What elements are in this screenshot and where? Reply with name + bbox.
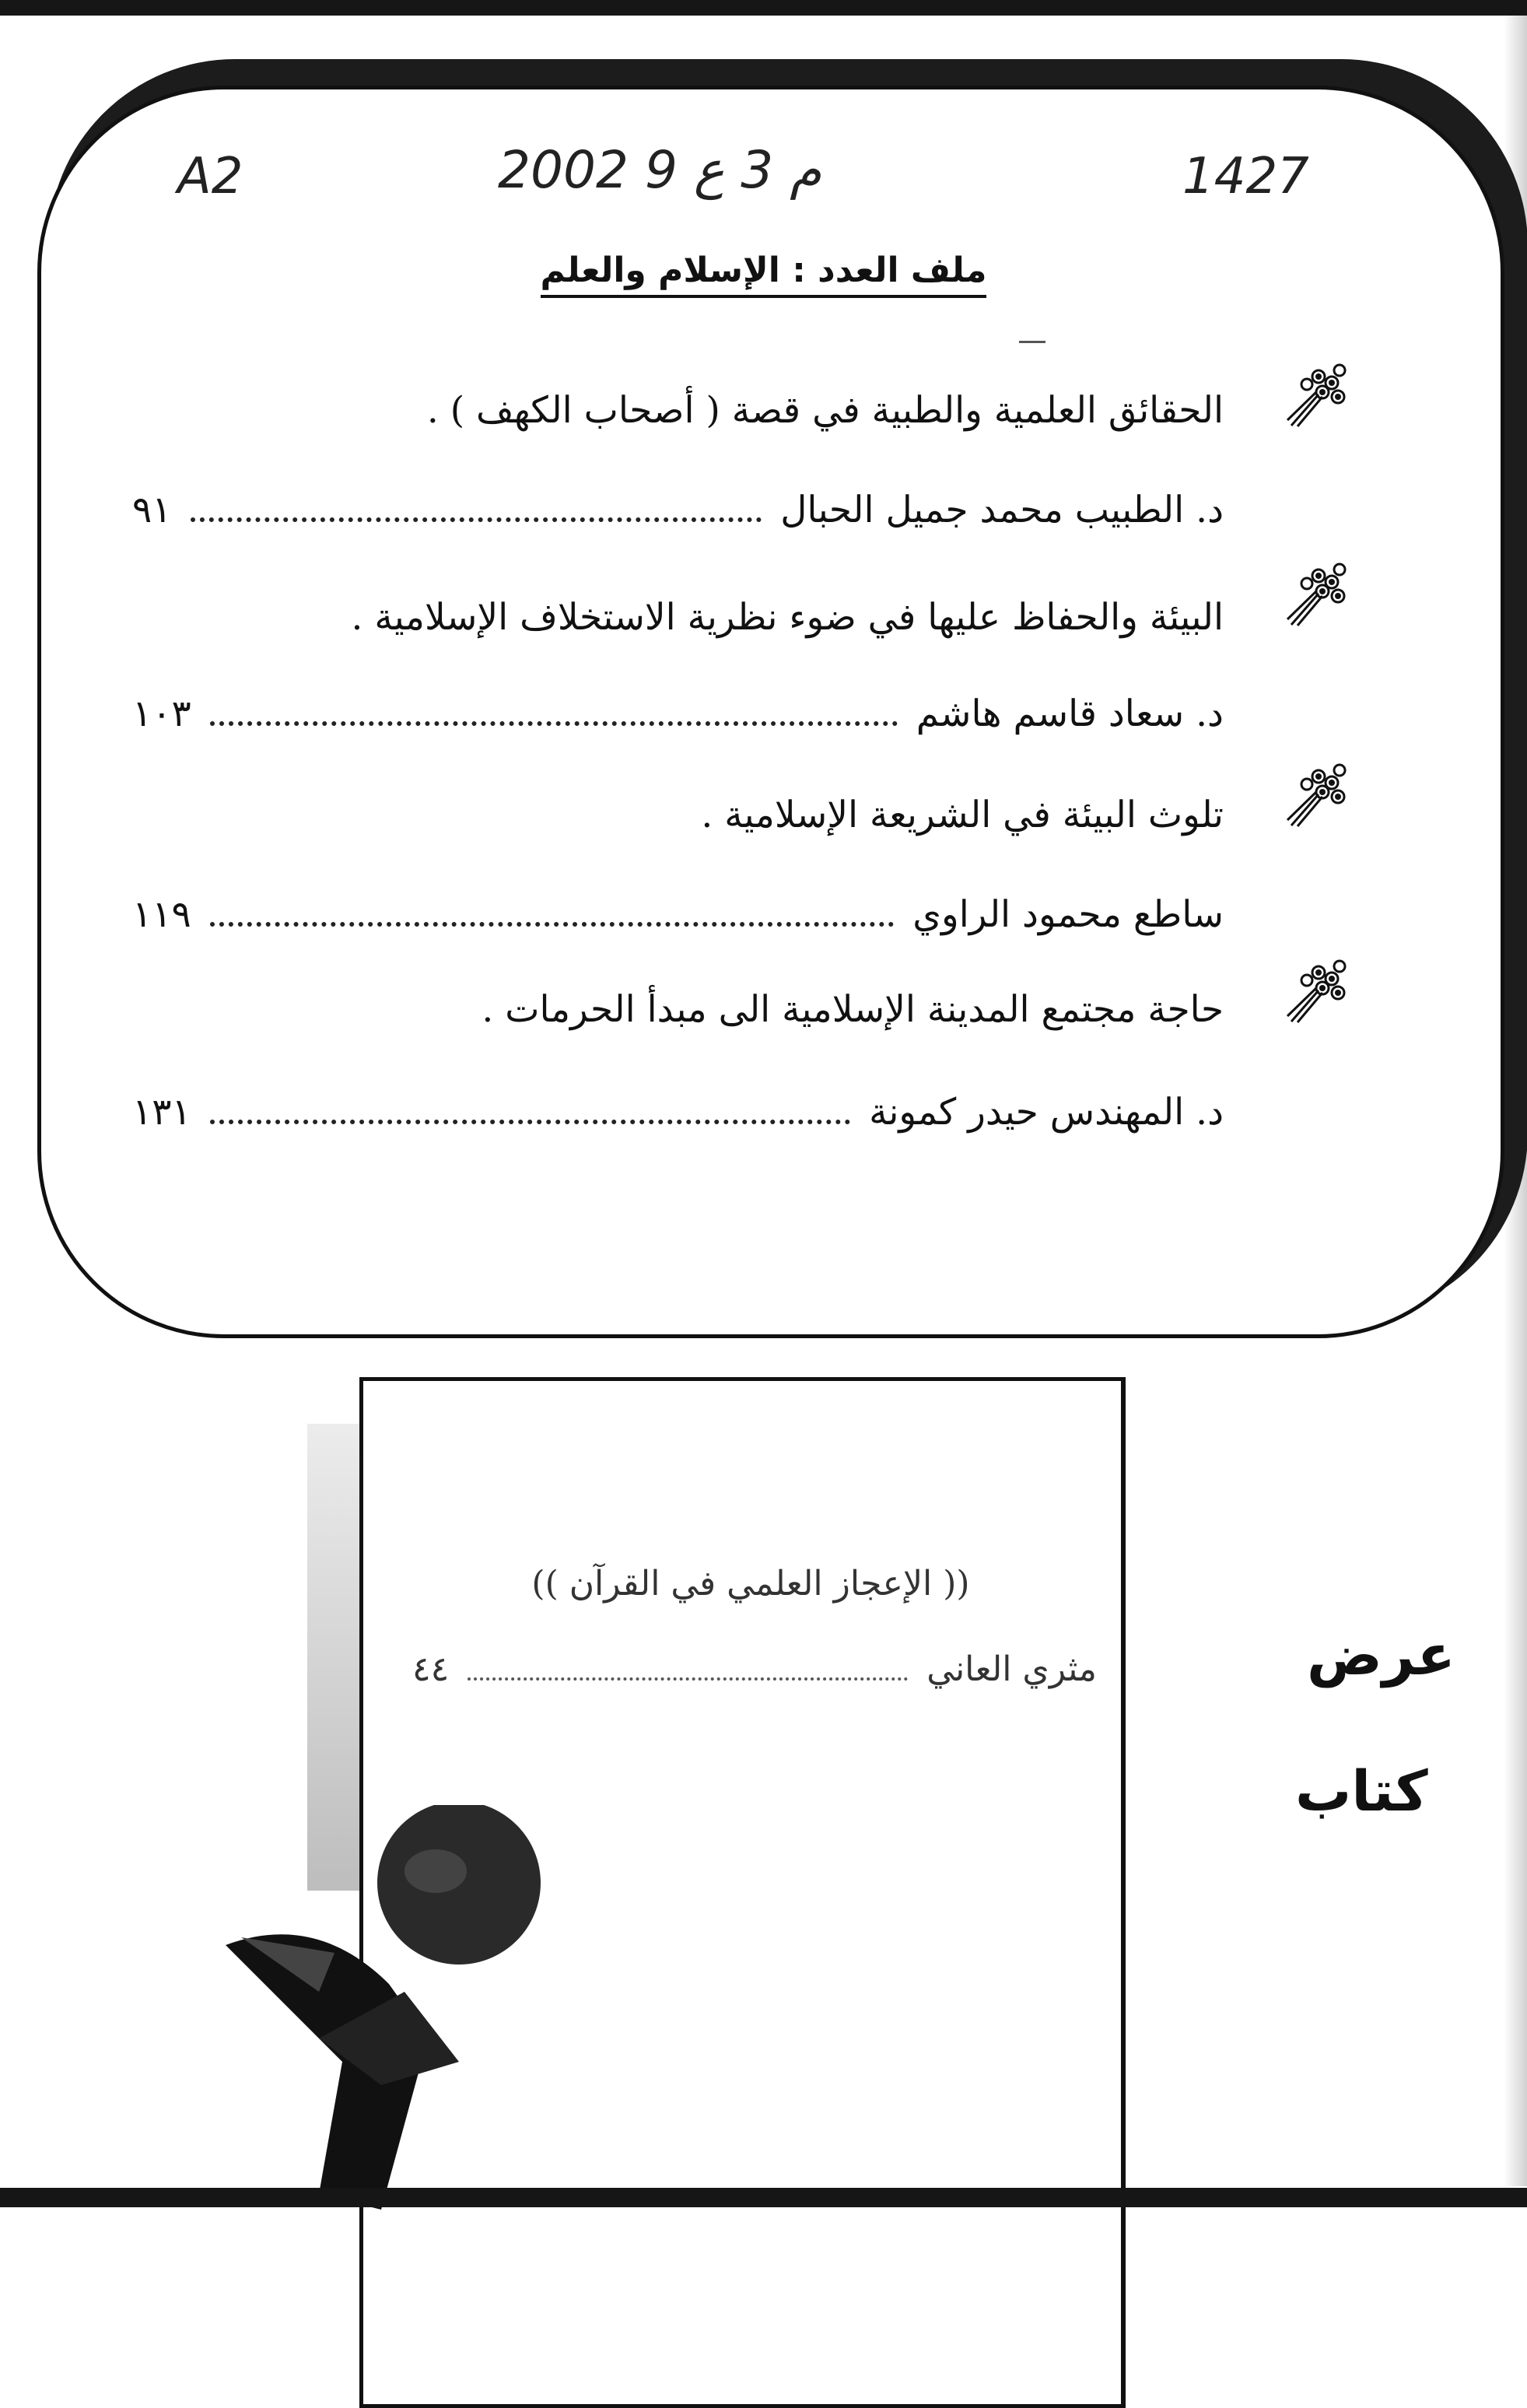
flower-bullet-icon [1284, 955, 1354, 1025]
book-review-label-line2: كتاب [1295, 1758, 1428, 1824]
entry-page-number: ١٠٣ [132, 692, 191, 735]
book-title: (( الإعجاز العلمي في القرآن )) [531, 1564, 970, 1604]
leader-dots [191, 517, 762, 522]
entry-author: د. الطبيب محمد جميل الحبال [780, 489, 1224, 531]
flower-bullet-icon [1284, 559, 1354, 629]
book-author-line [412, 1649, 1097, 1689]
leader-dots [210, 721, 898, 726]
entry-author: د. المهندس حيدر كمونة [869, 1091, 1224, 1134]
entry-title: تلوث البيئة في الشريعة الإسلامية . [701, 794, 1224, 836]
entry-page-number: ٩١ [132, 489, 172, 531]
entry-author-line [132, 1091, 1224, 1134]
handwritten-code-right: 1427 [1182, 148, 1309, 205]
entry-author: د. سعاد قاسم هاشم [916, 692, 1224, 735]
handwritten-code-left: A2 [177, 148, 243, 205]
leader-dots [210, 922, 895, 927]
bottom-scan-border [0, 2188, 1527, 2207]
entry-author: ساطع محمود الراوي [912, 893, 1224, 936]
ribbon-ornament-icon [226, 1805, 568, 2210]
entry-author-line [132, 692, 1224, 735]
entry-author-line [132, 893, 1224, 936]
section-title-text: ملف العدد : الإسلام والعلم [541, 251, 987, 298]
handwritten-issue-note: 2002 م 3 ع 9 [498, 140, 822, 200]
entry-title: حاجة مجتمع المدينة الإسلامية الى مبدأ الحرمات . [482, 988, 1224, 1031]
flower-bullet-icon [1284, 759, 1354, 829]
entry-page-number: ١١٩ [132, 893, 191, 936]
entry-author-line [132, 489, 1224, 531]
leader-dots [468, 1677, 908, 1681]
entry-page-number: ١٣١ [132, 1091, 191, 1134]
leader-dots [210, 1120, 850, 1124]
book-review-label-line1: عرض [1307, 1622, 1455, 1688]
book-page-number: ٤٤ [412, 1649, 450, 1689]
book-author: مثري العاني [926, 1649, 1097, 1689]
flower-bullet-icon [1284, 359, 1354, 429]
entry-title: البيئة والحفاظ عليها في ضوء نظرية الاستخلاف الإسلامية . [351, 596, 1224, 639]
entry-title: الحقائق العلمية والطبية في قصة ( أصحاب الكهف ) . [426, 389, 1224, 432]
